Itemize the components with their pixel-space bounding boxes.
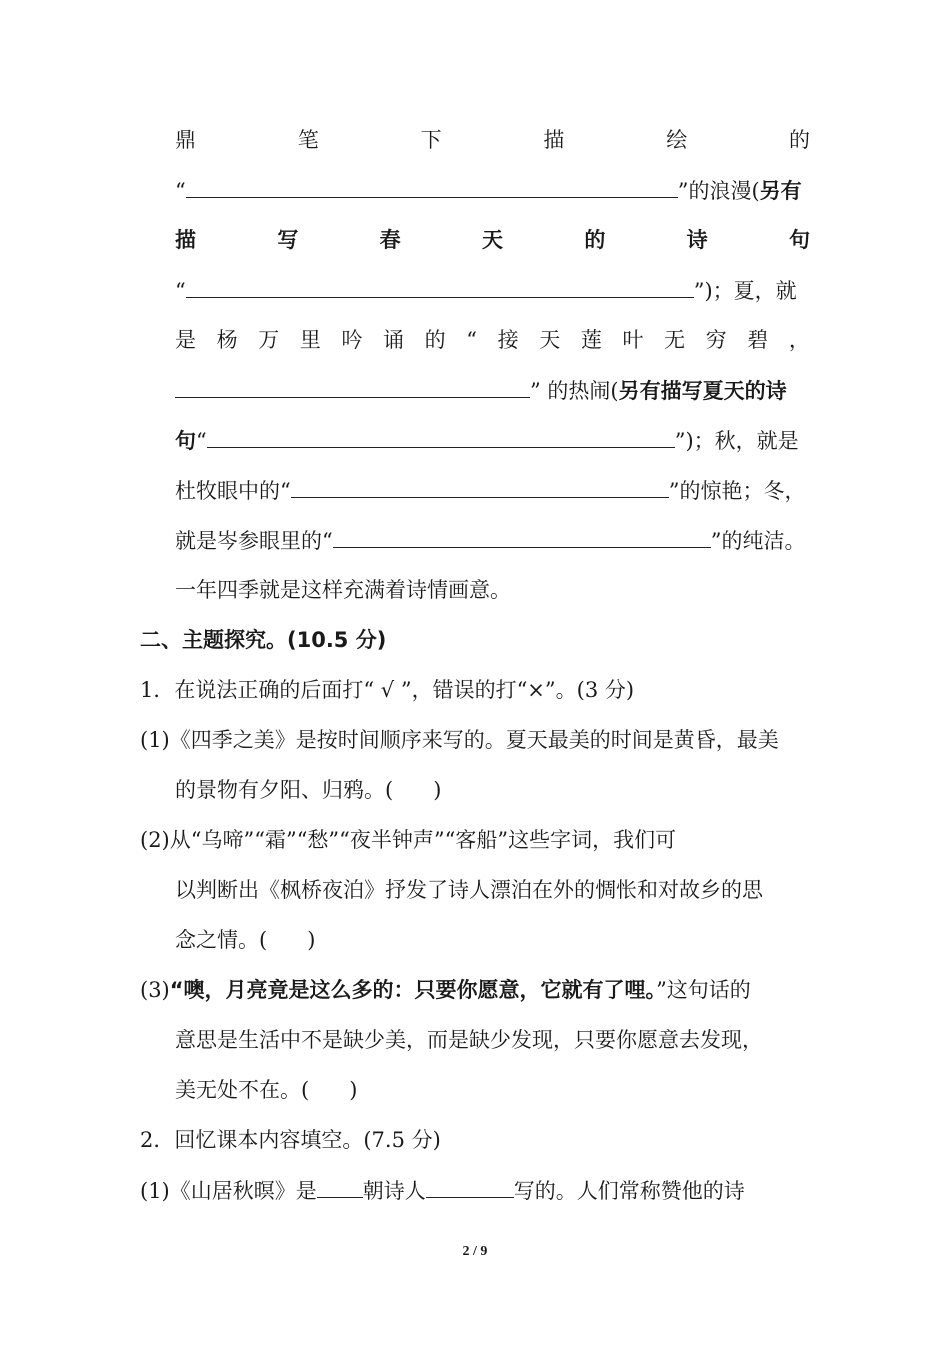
q1-item-1-line-2: [175, 775, 441, 805]
fill-blank-summer-poem[interactable]: [207, 425, 675, 448]
char: 写: [277, 228, 299, 252]
poem-line-2: [175, 175, 802, 206]
poem-line-9: [175, 525, 806, 556]
char: “: [466, 328, 478, 352]
close-paren: ): [349, 1078, 358, 1102]
bold-text: 另有描写夏天的诗: [618, 379, 787, 403]
char: 穷: [705, 328, 727, 352]
text: 杜牧眼中的“: [175, 479, 291, 503]
char: 的: [424, 328, 446, 352]
char: 诗: [686, 228, 708, 252]
text: 的景物有夕阳、归鸦。(: [175, 778, 394, 802]
char: 里: [299, 328, 321, 352]
text: ”的浪漫(: [677, 179, 760, 203]
fill-blank-poet[interactable]: [426, 1175, 514, 1198]
text: ”的惊艳；冬，: [668, 479, 806, 503]
char: 天: [539, 328, 561, 352]
char: 万: [258, 328, 280, 352]
quote-open: “: [175, 279, 186, 303]
item-number: (3): [140, 978, 170, 1002]
fill-blank-winter[interactable]: [333, 525, 711, 548]
char: ，: [788, 328, 810, 352]
q1-item-3-line-3: [175, 1075, 357, 1105]
text: 美无处不在。(: [175, 1078, 310, 1102]
fill-blank-spring-poem[interactable]: [186, 275, 694, 298]
poem-line-8: [175, 475, 806, 506]
quote-open: “: [175, 179, 186, 203]
char: 莲: [580, 328, 602, 352]
char: 的: [788, 128, 810, 152]
question-1-stem: 1．在说法正确的后面打“ √ ”，错误的打“×”。(3 分): [140, 678, 635, 702]
text: 写的。人们常称赞他的诗: [513, 1179, 745, 1203]
text: (1)《山居秋暝》是: [140, 1179, 317, 1203]
char: 碧: [747, 328, 769, 352]
q1-item-3-line-1: [140, 975, 751, 1005]
q1-item-3-line-2: 意思是生活中不是缺少美，而是缺少发现，只要你愿意去发现，: [175, 1028, 763, 1052]
bold-quote: “噢，月亮竟是这么多的：只要你愿意，它就有了哩。: [169, 978, 657, 1002]
char: 是: [175, 328, 196, 352]
q1-item-2-line-1: (2)从“乌啼”“霜”“愁”“夜半钟声”“客船”这些字词，我们可: [140, 828, 677, 852]
char: 笔: [297, 128, 319, 152]
char: 绘: [666, 128, 688, 152]
poem-line-6: [175, 375, 787, 406]
quote-open: “: [196, 429, 207, 453]
char: 句: [788, 228, 810, 252]
poem-line-1: [175, 125, 810, 155]
bold-text: 另有: [759, 179, 802, 203]
q2-item-1-line-1: [140, 1175, 745, 1206]
text: 朝诗人: [362, 1179, 426, 1203]
char: 叶: [622, 328, 644, 352]
char: 接: [497, 328, 519, 352]
q1-item-2-line-3: [175, 925, 315, 955]
bold-text: 句: [175, 429, 196, 453]
char: 下: [420, 128, 442, 152]
char: 吟: [341, 328, 363, 352]
q1-item-2-line-2: 以判断出《枫桥夜泊》抒发了诗人漂泊在外的惆怅和对故乡的思: [175, 878, 763, 902]
close-paren: ): [307, 928, 316, 952]
page-number: 2 / 9: [462, 1244, 488, 1259]
poem-line-5: [175, 325, 810, 355]
char: 描: [543, 128, 565, 152]
text: 就是岑参眼里的“: [175, 529, 333, 553]
fill-blank-dynasty[interactable]: [317, 1175, 363, 1198]
q1-item-1-line-1: (1)《四季之美》是按时间顺序来写的。夏天最美的时间是黄昏，最美: [140, 728, 779, 752]
poem-line-10: 一年四季就是这样充满着诗情画意。: [175, 578, 511, 602]
char: 的: [584, 228, 606, 252]
char: 无: [664, 328, 686, 352]
char: 鼎: [175, 128, 196, 152]
char: 描: [175, 228, 196, 252]
text: ” 的热闹(: [530, 379, 619, 403]
poem-line-3: [175, 225, 810, 255]
text: ”的纯洁。: [710, 529, 806, 553]
char: 天: [481, 228, 503, 252]
char: 杨: [216, 328, 238, 352]
question-2-stem: 2．回忆课本内容填空。(7.5 分): [140, 1128, 441, 1152]
fill-blank-spring[interactable]: [186, 175, 678, 198]
poem-line-7: [175, 425, 799, 456]
text: ”)；夏，就: [693, 279, 797, 303]
text: ”)；秋，就是: [674, 429, 799, 453]
char: 春: [379, 228, 401, 252]
fill-blank-summer[interactable]: [175, 375, 530, 398]
char: 诵: [383, 328, 405, 352]
poem-line-4: [175, 275, 797, 306]
text: ”这句话的: [656, 978, 751, 1002]
section-heading: 二、主题探究。(10.5 分): [140, 628, 387, 652]
fill-blank-autumn[interactable]: [291, 475, 669, 498]
text: 念之情。(: [175, 928, 268, 952]
close-paren: ): [433, 778, 442, 802]
